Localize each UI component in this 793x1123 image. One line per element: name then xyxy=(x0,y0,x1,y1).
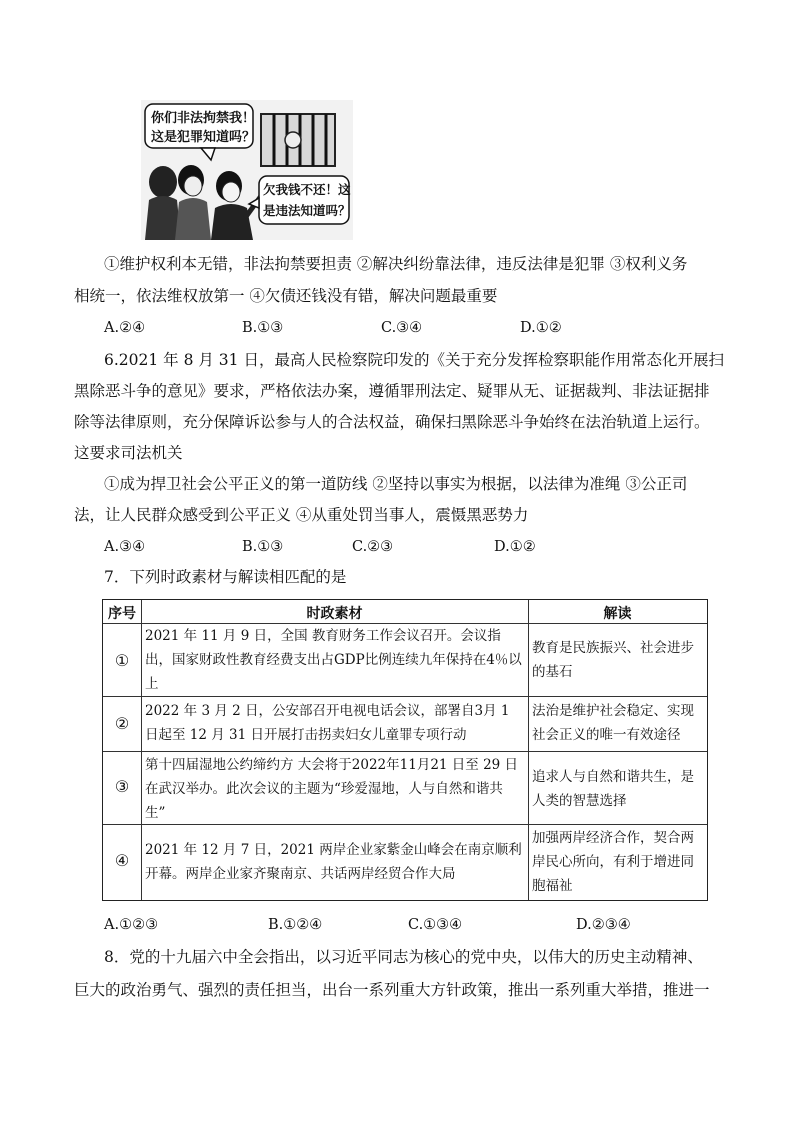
q6-stem-line2: 黑除恶斗争的意见》要求，严格依法办案，遵循罪刑法定、疑罪从无、证据裁判、非法证据排 xyxy=(74,382,710,400)
q6-option-c[interactable]: C.②③ xyxy=(352,539,394,555)
table-row-3-number: ③ xyxy=(114,777,130,796)
q5-option-b[interactable]: B.①③ xyxy=(242,320,284,336)
table-row-4-number: ④ xyxy=(114,851,130,870)
table-header-material: 时政素材 xyxy=(306,606,363,622)
table-row-1-reading: 教育是民族振兴、社会进步的基石 xyxy=(532,640,694,680)
table-row-2-material: 2022 年 3 月 2 日，公安部召开电视电话会议，部署自3月 1 日起至 12 月 31 日开展打击拐卖妇女儿童罪专项行动 xyxy=(145,703,510,743)
table-row-1-number: ① xyxy=(114,651,130,670)
table-row-1-material: 2021 年 11 月 9 日，全国 教育财务工作会议召开。会议指出，国家财政性教育经费支出占GDP比例连续九年保持在4％以上 xyxy=(145,628,522,692)
q5-option-d[interactable]: D.①② xyxy=(520,320,562,336)
q6-statements-line1: ①成为捍卫社会公平正义的第一道防线 ②坚持以事实为根据，以法律为准绳 ③公正司 xyxy=(104,475,688,493)
table-row-4-material: 2021 年 12 月 7 日，2021 两岸企业家紫金山峰会在南京顺利开幕。两岸企业家齐聚南京、共话两岸经贸合作大局 xyxy=(145,842,522,882)
q5-statements-line2: 相统一，依法维权放第一 ④欠债还钱没有错，解决问题最重要 xyxy=(74,287,498,305)
q6-stem-line3: 除等法律原则，充分保障诉讼参与人的合法权益，确保扫黑除恶斗争始终在法治轨道上运行。 xyxy=(74,413,710,431)
bubble-bottom-line1: 欠我钱不还！这 xyxy=(263,182,351,197)
cartoon-illustration xyxy=(141,100,353,240)
q6-stem-line4: 这要求司法机关 xyxy=(74,444,183,462)
cartoon-drawing xyxy=(141,100,353,240)
q6-stem-line1: 6.2021 年 8 月 31 日，最高人民检察院印发的《关于充分发挥检察职能作用常态化开展扫 xyxy=(104,351,724,369)
table-header-reading: 解读 xyxy=(603,606,632,622)
bubble-top-line2: 这是犯罪知道吗？ xyxy=(151,130,256,145)
q7-option-a[interactable]: A.①②③ xyxy=(104,917,159,933)
table-row-2-number: ② xyxy=(114,714,130,733)
q8-line1: 8．党的十九届六中全会指出，以习近平同志为核心的党中央，以伟大的历史主动精神、 xyxy=(104,948,703,966)
q5-option-c[interactable]: C.③④ xyxy=(381,320,423,336)
table-row-3-reading: 追求人与自然和谐共生，是人类的智慧选择 xyxy=(532,769,694,809)
bubble-bottom-line2: 是违法知道吗？ xyxy=(263,203,351,218)
q6-option-b[interactable]: B.①③ xyxy=(242,539,284,555)
q7-option-b[interactable]: B.①②④ xyxy=(268,917,323,933)
q6-option-d[interactable]: D.①② xyxy=(494,539,536,555)
table-row-4-reading: 加强两岸经济合作，契合两岸民心所向，有利于增进同胞福祉 xyxy=(532,830,694,894)
table-header-number: 序号 xyxy=(108,606,136,622)
q8-line2: 巨大的政治勇气、强烈的责任担当，出台一系列重大方针政策，推出一系列重大举措，推进一 xyxy=(74,981,710,999)
q7-option-c[interactable]: C.①③④ xyxy=(408,917,463,933)
q7-option-d[interactable]: D.②③④ xyxy=(576,917,631,933)
q5-statements-line1: ①维护权利本无错，非法拘禁要担责 ②解决纠纷靠法律，违反法律是犯罪 ③权利义务 xyxy=(104,255,688,273)
table-row-3-material: 第十四届湿地公约缔约方 大会将于2022年11月21 日至 29 日在武汉举办。此次会议的主题为“珍爱湿地，人与自然和谐共生” xyxy=(145,757,519,821)
table-row-2-reading: 法治是维护社会稳定、实现社会正义的唯一有效途径 xyxy=(532,703,694,743)
q7-stem: 7．下列时政素材与解读相匹配的是 xyxy=(104,568,347,586)
q7-table xyxy=(102,599,708,901)
bubble-top-line1: 你们非法拘禁我！ xyxy=(151,111,256,126)
q6-statements-line2: 法，让人民群众感受到公平正义 ④从重处罚当事人，震慑黑恶势力 xyxy=(74,506,529,524)
q5-option-a[interactable]: A.②④ xyxy=(104,320,146,336)
q6-option-a[interactable]: A.③④ xyxy=(104,539,146,555)
